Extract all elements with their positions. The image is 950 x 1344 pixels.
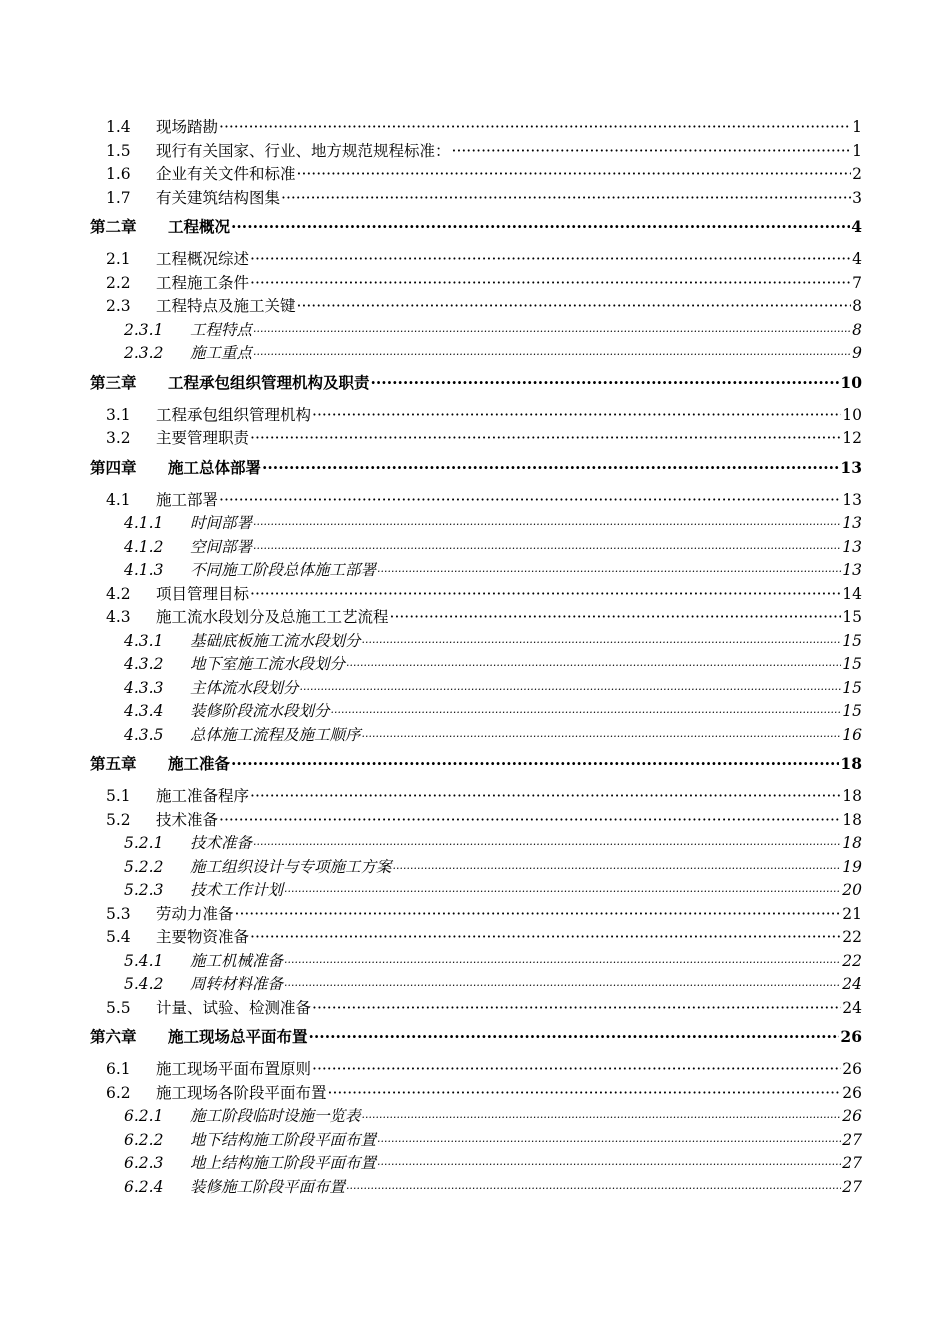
toc-dot-leader (309, 1027, 840, 1046)
toc-dot-leader (253, 348, 851, 361)
toc-chapter-entry[interactable] (90, 371, 862, 395)
toc-dot-leader (362, 1111, 842, 1124)
toc-entry-page-number: 26 (840, 1027, 862, 1046)
toc-entry-title: 施工准备程序 (156, 787, 250, 805)
toc-entry-page-number: 20 (842, 881, 862, 899)
toc-entry-title: 施工阶段临时设施一览表 (190, 1107, 361, 1125)
toc-section-entry[interactable] (90, 808, 862, 832)
toc-entry-number: 4.1.3 (124, 561, 164, 579)
toc-section-entry[interactable] (90, 247, 862, 271)
toc-entry-page-number: 15 (842, 678, 862, 697)
toc-entry-page-number: 8 (852, 320, 862, 339)
toc-entry-page-number: 16 (842, 725, 862, 744)
toc-dot-leader (300, 683, 842, 696)
toc-entry-page-number: 22 (842, 951, 862, 970)
toc-entry-page-number: 27 (842, 1130, 862, 1149)
toc-entry-number: 第六章 (90, 1027, 137, 1046)
toc-entry-title: 工程承包组织管理机构 (156, 405, 312, 424)
toc-entry-number: 2.3.1 (124, 320, 164, 339)
toc-entry-number: 5.4 (106, 928, 131, 946)
toc-entry-title: 施工总体部署 (168, 457, 262, 477)
toc-entry-page-number: 13 (842, 561, 862, 579)
toc-entry-page-number: 18 (842, 787, 862, 805)
toc-entry-title: 时间部署 (190, 514, 253, 532)
toc-dot-leader (377, 1135, 841, 1148)
toc-subsection-entry[interactable] (90, 878, 862, 902)
toc-entry-page-number: 27 (842, 1154, 862, 1172)
toc-subsection-entry[interactable] (90, 699, 862, 723)
toc-dot-leader (452, 142, 852, 160)
toc-entry-page-number: 26 (842, 1083, 862, 1102)
toc-entry-number: 5.2.1 (124, 834, 164, 852)
toc-section-entry[interactable] (90, 1057, 862, 1081)
toc-entry-number: 4.3.3 (124, 678, 164, 697)
toc-entry-number: 4.1 (106, 490, 131, 509)
toc-entry-page-number: 13 (840, 457, 862, 477)
toc-entry-title: 施工准备 (168, 754, 231, 773)
toc-entry-page-number: 1 (852, 141, 862, 160)
toc-section-entry[interactable] (90, 294, 862, 318)
toc-entry-number: 第四章 (90, 457, 137, 477)
toc-entry-number: 4.3.2 (124, 655, 164, 673)
toc-entry-title: 有关建筑结构图集 (156, 188, 281, 207)
toc-entry-page-number: 22 (842, 928, 862, 946)
toc-entry-title: 地下室施工流水段划分 (190, 655, 346, 673)
toc-entry-page-number: 10 (842, 405, 862, 424)
toc-subsection-entry[interactable] (90, 972, 862, 996)
toc-entry-title: 装修施工阶段平面布置 (190, 1177, 346, 1196)
toc-section-entry[interactable] (90, 271, 862, 295)
toc-entry-page-number: 14 (842, 584, 862, 603)
toc-dot-leader (284, 956, 841, 969)
toc-entry-title: 现场踏勘 (156, 118, 219, 136)
toc-entry-page-number: 12 (842, 429, 862, 447)
toc-dot-leader (281, 189, 851, 207)
toc-dot-leader (250, 274, 851, 292)
toc-chapter-entry[interactable] (90, 752, 862, 776)
toc-dot-leader (231, 217, 850, 236)
toc-entry-page-number: 26 (842, 1107, 862, 1125)
toc-entry-page-number: 15 (842, 631, 862, 650)
toc-subsection-entry[interactable] (90, 676, 862, 700)
toc-entry-page-number: 27 (842, 1177, 862, 1196)
toc-entry-title: 基础底板施工流水段划分 (190, 631, 361, 650)
toc-entry-title: 工程概况 (168, 217, 231, 236)
toc-entry-number: 5.3 (106, 904, 131, 923)
toc-section-entry[interactable] (90, 582, 862, 606)
toc-subsection-entry[interactable] (90, 558, 862, 582)
toc-dot-leader (231, 754, 839, 773)
toc-entry-page-number: 15 (842, 702, 862, 720)
toc-entry-title: 主体流水段划分 (190, 678, 299, 697)
toc-entry-page-number: 8 (852, 297, 862, 315)
toc-subsection-entry[interactable] (90, 1128, 862, 1152)
toc-entry-title: 技术工作计划 (190, 881, 284, 899)
toc-subsection-entry[interactable] (90, 652, 862, 676)
toc-entry-page-number: 3 (852, 188, 862, 207)
toc-dot-leader (253, 838, 841, 851)
toc-entry-title: 施工组织设计与专项施工方案 (190, 857, 392, 876)
toc-subsection-entry[interactable] (90, 1151, 862, 1175)
toc-subsection-entry[interactable] (90, 831, 862, 855)
toc-entry-number: 5.4.2 (124, 975, 164, 993)
toc-entry-number: 4.2 (106, 584, 131, 603)
toc-subsection-entry[interactable] (90, 1104, 862, 1128)
toc-entry-page-number: 21 (842, 904, 862, 923)
toc-entry-title: 现行有关国家、行业、地方规范规程标准： (156, 141, 451, 160)
toc-entry-number: 1.4 (106, 118, 131, 136)
toc-entry-page-number: 4 (852, 250, 862, 268)
toc-entry-title: 技术准备 (156, 810, 219, 829)
toc-dot-leader (253, 518, 841, 531)
toc-section-entry[interactable] (90, 1081, 862, 1105)
toc-subsection-entry[interactable] (90, 1175, 862, 1199)
toc-entry-page-number: 13 (842, 537, 862, 556)
toc-dot-leader (219, 811, 841, 829)
toc-entry-number: 6.2.2 (124, 1130, 164, 1149)
toc-dot-leader (362, 730, 842, 743)
toc-entry-title: 工程施工条件 (156, 273, 250, 292)
toc-section-entry[interactable] (90, 925, 862, 949)
toc-entry-number: 1.6 (106, 165, 131, 183)
toc-entry-number: 1.7 (106, 188, 131, 207)
toc-entry-number: 4.1.2 (124, 537, 164, 556)
toc-entry-page-number: 19 (842, 857, 862, 876)
toc-entry-title: 施工部署 (156, 490, 219, 509)
toc-entry-title: 施工现场总平面布置 (168, 1027, 308, 1046)
toc-entry-number: 6.2.3 (124, 1154, 164, 1172)
toc-entry-number: 4.3.4 (124, 702, 164, 720)
toc-entry-number: 5.4.1 (124, 951, 164, 970)
toc-entry-title: 施工现场平面布置原则 (156, 1060, 312, 1078)
toc-entry-page-number: 10 (840, 372, 862, 392)
toc-entry-title: 工程概况综述 (156, 250, 250, 268)
toc-entry-title: 工程特点 (190, 320, 253, 339)
toc-entry-page-number: 15 (842, 608, 862, 626)
toc-entry-page-number: 13 (842, 490, 862, 509)
toc-section-entry[interactable] (90, 139, 862, 163)
toc-entry-title: 不同施工阶段总体施工部署 (190, 561, 377, 579)
toc-entry-number: 4.1.1 (124, 514, 164, 532)
toc-entry-number: 5.5 (106, 998, 131, 1017)
toc-dot-leader (312, 999, 841, 1017)
toc-entry-number: 5.1 (106, 787, 131, 805)
toc-entry-title: 地下结构施工阶段平面布置 (190, 1130, 377, 1149)
toc-entry-number: 5.2 (106, 810, 131, 829)
toc-dot-leader (312, 406, 841, 424)
toc-entry-number: 5.2.2 (124, 857, 164, 876)
toc-entry-number: 2.3.2 (124, 344, 164, 362)
toc-dot-leader (219, 491, 841, 509)
toc-dot-leader (262, 458, 839, 477)
toc-entry-page-number: 2 (852, 165, 862, 183)
toc-entry-number: 4.3.5 (124, 725, 164, 744)
toc-section-entry[interactable] (90, 605, 862, 629)
toc-subsection-entry[interactable] (90, 855, 862, 879)
toc-chapter-entry[interactable] (90, 1025, 862, 1049)
toc-entry-number: 3.1 (106, 405, 131, 424)
toc-entry-title: 装修阶段流水段划分 (190, 702, 330, 720)
toc-entry-page-number: 1 (852, 118, 862, 136)
toc-entry-number: 第三章 (90, 372, 137, 392)
toc-entry-page-number: 24 (842, 998, 862, 1017)
toc-entry-title: 技术准备 (190, 834, 253, 852)
toc-entry-number: 3.2 (106, 429, 131, 447)
toc-entry-title: 主要物资准备 (156, 928, 250, 946)
toc-dot-leader (250, 787, 841, 805)
toc-dot-leader (377, 1158, 841, 1171)
toc-chapter-entry[interactable] (90, 456, 862, 480)
toc-entry-number: 4.3 (106, 608, 131, 626)
toc-dot-leader (297, 297, 852, 315)
toc-entry-page-number: 9 (852, 344, 862, 362)
toc-subsection-entry[interactable] (90, 629, 862, 653)
toc-entry-title: 劳动力准备 (156, 904, 234, 923)
toc-subsection-entry[interactable] (90, 341, 862, 365)
toc-entry-title: 施工流水段划分及总施工工艺流程 (156, 608, 389, 626)
toc-entry-number: 6.2 (106, 1083, 131, 1102)
toc-subsection-entry[interactable] (90, 535, 862, 559)
toc-entry-title: 计量、试验、检测准备 (156, 998, 312, 1017)
toc-entry-number: 5.2.3 (124, 881, 164, 899)
toc-entry-title: 总体施工流程及施工顺序 (190, 725, 361, 744)
toc-entry-page-number: 18 (840, 754, 862, 773)
toc-section-entry[interactable] (90, 186, 862, 210)
toc-entry-page-number: 24 (842, 975, 862, 993)
toc-entry-page-number: 26 (842, 1060, 862, 1078)
toc-entry-title: 主要管理职责 (156, 429, 250, 447)
toc-dot-leader (393, 862, 842, 875)
toc-dot-leader (250, 429, 841, 447)
toc-entry-page-number: 18 (842, 810, 862, 829)
toc-entry-title: 工程承包组织管理机构及职责 (168, 372, 370, 392)
toc-entry-number: 6.2.4 (124, 1177, 164, 1196)
toc-entry-number: 第二章 (90, 217, 137, 236)
toc-section-entry[interactable] (90, 426, 862, 450)
toc-entry-number: 2.3 (106, 297, 131, 315)
toc-dot-leader (362, 636, 842, 649)
toc-entry-number: 1.5 (106, 141, 131, 160)
toc-entry-title: 施工现场各阶段平面布置 (156, 1083, 327, 1102)
toc-entry-title: 工程特点及施工关键 (156, 297, 296, 315)
toc-entry-title: 施工机械准备 (190, 951, 284, 970)
toc-dot-leader (328, 1084, 842, 1102)
toc-dot-leader (250, 250, 851, 268)
toc-dot-leader (331, 706, 842, 719)
toc-entry-number: 2.2 (106, 273, 131, 292)
toc-section-entry[interactable] (90, 162, 862, 186)
toc-section-entry[interactable] (90, 488, 862, 512)
toc-dot-leader (219, 118, 851, 136)
toc-section-entry[interactable] (90, 784, 862, 808)
toc-entry-title: 企业有关文件和标准 (156, 165, 296, 183)
toc-entry-title: 施工重点 (190, 344, 253, 362)
toc-section-entry[interactable] (90, 996, 862, 1020)
toc-dot-leader (371, 373, 840, 392)
toc-entry-number: 6.1 (106, 1060, 131, 1078)
toc-dot-leader (250, 585, 841, 603)
toc-entry-page-number: 15 (842, 655, 862, 673)
toc-section-entry[interactable] (90, 403, 862, 427)
toc-dot-leader (346, 1182, 841, 1195)
toc-entry-page-number: 18 (842, 834, 862, 852)
toc-subsection-entry[interactable] (90, 318, 862, 342)
toc-entry-page-number: 4 (851, 217, 862, 236)
toc-subsection-entry[interactable] (90, 511, 862, 535)
toc-subsection-entry[interactable] (90, 723, 862, 747)
toc-dot-leader (346, 659, 841, 672)
toc-dot-leader (253, 542, 841, 555)
toc-dot-leader (284, 979, 841, 992)
toc-dot-leader (390, 608, 842, 626)
toc-dot-leader (284, 885, 841, 898)
toc-entry-title: 地上结构施工阶段平面布置 (190, 1154, 377, 1172)
toc-section-entry[interactable] (90, 902, 862, 926)
toc-entry-page-number: 13 (842, 514, 862, 532)
toc-chapter-entry[interactable] (90, 215, 862, 239)
toc-entry-page-number: 7 (852, 273, 862, 292)
toc-dot-leader (297, 165, 852, 183)
toc-entry-number: 2.1 (106, 250, 131, 268)
toc-entry-title: 空间部署 (190, 537, 253, 556)
table-of-contents (90, 115, 862, 1198)
toc-dot-leader (253, 325, 851, 338)
toc-entry-title: 项目管理目标 (156, 584, 250, 603)
toc-entry-title: 周转材料准备 (190, 975, 284, 993)
toc-section-entry[interactable] (90, 115, 862, 139)
toc-entry-number: 第五章 (90, 754, 137, 773)
toc-dot-leader (250, 928, 841, 946)
toc-subsection-entry[interactable] (90, 949, 862, 973)
toc-entry-number: 6.2.1 (124, 1107, 164, 1125)
toc-dot-leader (235, 905, 842, 923)
toc-dot-leader (377, 565, 841, 578)
toc-dot-leader (312, 1060, 841, 1078)
toc-entry-number: 4.3.1 (124, 631, 164, 650)
